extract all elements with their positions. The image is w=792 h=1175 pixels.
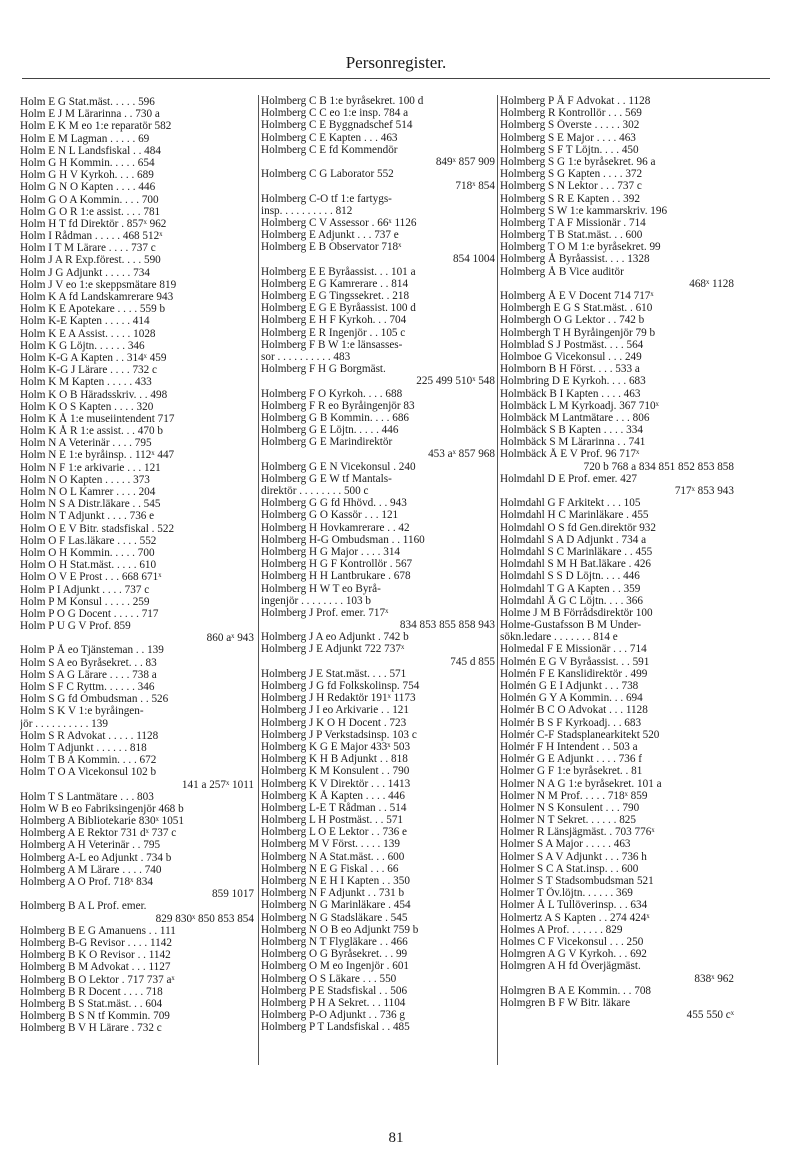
- register-entry: Holmberg B V H Lärare . 732 c: [20, 1022, 162, 1035]
- register-entry: Holmer S A V Adjunkt . . . 736 h: [500, 850, 647, 863]
- register-entry: Holmberg H-G Ombudsman . . 1160: [261, 533, 425, 546]
- register-entry: Holmdahl H C Marinläkare . 455: [500, 509, 649, 522]
- register-entry: Holmbring D E Kyrkoh. . . . 683: [500, 375, 646, 388]
- register-entry: Holmdahl S M H Bat.läkare . 426: [500, 558, 652, 571]
- register-entry: Holmberg S F T Löjtn. . . . 450: [500, 143, 639, 156]
- register-entry: Holmberg H H Lantbrukare . 678: [261, 570, 411, 583]
- register-entry: Holmberg N F Adjunkt . . 731 b: [261, 887, 405, 900]
- register-entry: Holm K A fd Landskamrerare 943: [20, 291, 174, 303]
- register-entry: Holmberg S G Kapten . . . . 372: [500, 168, 643, 181]
- register-entry: Holmdahl S S D Löjtn. . . . 446: [500, 570, 640, 583]
- register-entry: Holmdahl O S fd Gen.direktör 932: [500, 521, 656, 534]
- register-entry: Holmbäck L M Kyrkoadj. 367 710ˣ: [500, 399, 659, 412]
- register-entry: Holmberg A-L eo Adjunkt . 734 b: [20, 851, 172, 864]
- register-entry: Holm N E 1:e byråinsp. . 112ˣ 447: [20, 449, 175, 462]
- register-entry: Holmberg F O Kyrkoh. . . . 688: [261, 387, 403, 400]
- register-entry: Holm N T Adjunkt . . . . 736 e: [20, 510, 155, 523]
- register-entry: Holmberg T B Stat.mäst. . . 600: [500, 229, 643, 242]
- register-entry: Holmberg M V Först. . . . . 139: [261, 838, 400, 851]
- register-entry: Holm P M Konsul . . . . . 259: [20, 595, 150, 608]
- register-entry: Holm E M Lagman . . . . . 69: [20, 132, 150, 145]
- register-entry: Holm G H V Kyrkoh. . . . 689: [20, 169, 154, 182]
- register-entry: Holm G O A Kommin. . . . 700: [20, 193, 159, 206]
- register-entry: Holmberg N G Stadsläkare . 545: [261, 911, 408, 924]
- register-entry: Holmér B S F Kyrkoadj. . . 683: [500, 716, 642, 729]
- register-entry: Holm N A Veterinär . . . . 795: [20, 437, 152, 450]
- register-entry: Holmertz A S Kapten . . 274 424ˣ: [500, 911, 650, 924]
- register-entry: Holm N S A Distr.läkare . . 545: [20, 498, 161, 511]
- register-entry: Holmdahl S C Marinläkare . . 455: [500, 545, 653, 558]
- register-entry: Holm O H Kommin. . . . . 700: [20, 546, 155, 559]
- register-entry: Holmedal F E Missionär . . . 714: [500, 643, 647, 656]
- register-entry: Holmberg Å E V Docent 714 717ˣ: [500, 290, 654, 302]
- register-entry: Holmberg G B Kommin. . . . 686: [261, 411, 410, 424]
- register-entry: Holm K O S Kapten . . . . 320: [20, 400, 154, 413]
- register-entry: Holmberg S W 1:e kammarskriv. 196: [500, 204, 668, 217]
- register-entry: Holmberg H Hovkamrerare . . 42: [261, 521, 410, 534]
- register-entry: Holmdahl Å G C Löjtn. . . . 366: [500, 594, 643, 607]
- register-entry: Holmberg L-E T Rådman . . 514: [261, 801, 407, 814]
- register-entry: Holmberg P Å F Advokat . . 1128: [500, 95, 651, 107]
- register-entry: Holmberg T A F Missionär . 714: [500, 216, 646, 229]
- register-entry: Holm K Å R 1:e assist. . . 470 b: [20, 425, 163, 438]
- register-entry: Holmberg L H Postmäst. . . 571: [261, 814, 404, 827]
- register-entry: Holmberg O M eo Ingenjör . 601: [261, 960, 410, 973]
- header-rule: [22, 78, 770, 79]
- register-entry: 838ˣ 962: [694, 972, 734, 985]
- register-entry: Holm K Å 1:e museiintendent 717: [20, 412, 175, 425]
- register-entry: sökn.ledare . . . . . . . 814 e: [500, 631, 618, 644]
- register-entry: Holmberg P T Landsfiskal . . 485: [261, 1021, 410, 1034]
- register-entry: Holmén G Y A Kommin. . . 694: [500, 692, 643, 705]
- register-entry: Holmer S T Stadsombudsman 521: [500, 875, 654, 887]
- register-entry: Holmgren B A E Kommin. . . 708: [500, 984, 652, 997]
- register-entry: Holmberg B R Docent . . . . 718: [20, 985, 163, 998]
- register-entry: Holmberg J H Redaktör 191ˣ 1173: [261, 692, 416, 705]
- register-entry: Holmberg N O B eo Adjunkt 759 b: [261, 923, 419, 936]
- register-entry: Holmer N M Prof. . . . . 718ˣ 859: [500, 789, 648, 802]
- register-entry: Holm O H Stat.mäst. . . . . 610: [20, 559, 157, 572]
- register-entry: Holmberg F H G Borgmäst.: [261, 363, 386, 376]
- register-entry: Holmgren B F W Bitr. läkare: [500, 996, 631, 1009]
- register-entry: Holm E G Stat.mäst. . . . . 596: [20, 96, 155, 108]
- register-entry: Holmbergh O G Lektor . . 742 b: [500, 314, 645, 327]
- register-entry: Holme J M B Förrådsdirektör 100: [500, 606, 653, 619]
- register-entry: Holmberg N G Marinläkare . 454: [261, 899, 411, 912]
- register-entry: jör . . . . . . . . . . 139: [20, 717, 108, 730]
- register-entry: Holm W B eo Fabriksingenjör 468 b: [20, 802, 184, 815]
- register-entry: Holmdahl D E Prof. emer. 427: [500, 472, 638, 485]
- register-entry: Holm G O R 1:e assist. . . . 781: [20, 205, 161, 218]
- register-entry: Holmberg K H B Adjunkt . . 818: [261, 753, 408, 766]
- register-entry: 141 a 257ˣ 1011: [181, 778, 254, 791]
- register-entry: Holmberg N E G Fiskal . . . 66: [261, 862, 399, 875]
- register-entry: 717ˣ 853 943: [674, 485, 734, 497]
- register-entry: Holm S A eo Byråsekret. . . 83: [20, 656, 157, 669]
- register-entry: Holmes C F Vicekonsul . . . 250: [500, 935, 644, 948]
- register-entry: Holm E J M Lärarinna . . 730 a: [20, 108, 160, 121]
- register-entry: Holmberg S R E Kapten . . 392: [500, 192, 640, 205]
- register-entry: Holm P I Adjunkt . . . . 737 c: [20, 583, 150, 596]
- register-entry: Holmberg G E N Vicekonsul . 240: [261, 460, 416, 473]
- register-entry: Holmberg C G Laborator 552: [261, 168, 394, 181]
- register-entry: Holmboe G Vicekonsul . . . 249: [500, 350, 642, 363]
- register-entry: Holm S A G Lärare . . . . 738 a: [20, 668, 157, 681]
- register-entry: Holmén F E Kanslidirektör . 499: [500, 667, 648, 680]
- register-entry: Holmberg A O Prof. 718ˣ 834: [20, 876, 153, 888]
- register-entry: Holmberg G O Kassör . . . 121: [261, 509, 399, 522]
- register-entry: Holmberg A E Rektor 731 dˣ 737 c: [20, 827, 177, 840]
- register-entry: Holmbergh E G S Stat.mäst. . 610: [500, 302, 653, 315]
- register-entry: Holmér F H Intendent . . 503 a: [500, 740, 638, 753]
- register-entry: Holmberg N E H I Kapten . . 350: [261, 875, 410, 887]
- register-entry: Holmberg H G F Kontrollör . 567: [261, 558, 413, 571]
- register-entry: Holm G H Kommin. . . . . 654: [20, 156, 155, 169]
- register-entry: Holm N O L Kamrer . . . . 204: [20, 486, 156, 498]
- register-entry: Holme-Gustafsson B M Under-: [500, 619, 642, 632]
- register-entry: Holm N O Kapten . . . . . 373: [20, 473, 150, 486]
- register-entry: Holmborn B H Först. . . . 533 a: [500, 363, 640, 376]
- register-entry: Holmberg G E Marindirektör: [261, 436, 393, 449]
- register-entry: Holmberg N A Stat.mäst. . . 600: [261, 850, 405, 863]
- register-entry: Holmer Å L Tullöverinsp. . . 634: [500, 899, 648, 912]
- register-entry: Holm J G Adjunkt . . . . . 734: [20, 266, 150, 279]
- register-entry: Holmberg Å Byråassist. . . . 1328: [500, 253, 650, 266]
- register-entry: Holmberg K G E Major 433ˣ 503: [261, 740, 411, 753]
- register-entry: Holmer R Länsjägmäst. . 703 776ˣ: [500, 826, 655, 839]
- register-entry: Holmberg B A L Prof. emer.: [20, 900, 147, 913]
- register-entry: Holmbäck B I Kapten . . . . 463: [500, 387, 641, 400]
- register-entry: Holmberg B O Lektor . 717 737 aˣ: [20, 973, 175, 986]
- register-entry: 860 aˣ 943: [206, 632, 254, 645]
- register-entry: Holmberg C C eo 1:e insp. 784 a: [261, 107, 409, 120]
- register-entry: Holmberg B K O Revisor . . 1142: [20, 949, 171, 962]
- register-entry: Holm J A R Exp.förest. . . . 590: [20, 254, 161, 267]
- register-entry: Holmberg A M Lärare . . . . 740: [20, 863, 162, 876]
- register-entry: Holm O V E Prost . . . 668 671ˣ: [20, 571, 162, 584]
- register-column-2: [258, 95, 501, 1065]
- register-entry: Holmberg L O E Lektor . . 736 e: [261, 826, 408, 839]
- register-entry: 849ˣ 857 909: [435, 155, 495, 168]
- register-entry: Holmberg S E Major . . . . 463: [500, 131, 636, 144]
- register-entry: Holmberg J E Adjunkt 722 737ˣ: [261, 643, 405, 656]
- register-entry: Holmberg J K O H Docent . 723: [261, 716, 407, 729]
- register-entry: direktör . . . . . . . . 500 c: [261, 485, 369, 497]
- register-column-1: [20, 96, 260, 1034]
- register-entry: Holm G N O Kapten . . . . 446: [20, 181, 156, 194]
- register-entry: Holm K E A Assist. . . . . 1028: [20, 327, 156, 340]
- register-entry: Holmblad S J Postmäst. . . . 564: [500, 338, 644, 351]
- register-entry: ingenjör . . . . . . . . 103 b: [261, 594, 372, 607]
- register-entry: Holmdahl S A D Adjunkt . 734 a: [500, 533, 647, 546]
- register-entry: Holmberg B S N tf Kommin. 709: [20, 1010, 170, 1023]
- register-entry: Holm I T M Lärare . . . . 737 c: [20, 242, 156, 255]
- register-entry: Holmberg B E G Amanuens . . 111: [20, 924, 176, 937]
- register-entry: 468ˣ 1128: [689, 277, 734, 290]
- register-entry: Holmberg E R Ingenjör . . 105 c: [261, 326, 406, 339]
- register-entry: Holmes A Prof. . . . . . . 829: [500, 923, 623, 936]
- register-entry: Holm S R Advokat . . . . . 1128: [20, 729, 159, 742]
- register-entry: Holm K M Kapten . . . . . 433: [20, 376, 152, 389]
- register-entry: Holm T B A Kommin. . . . 672: [20, 754, 157, 767]
- register-entry: Holmberg E H F Kyrkoh. . . 704: [261, 314, 407, 327]
- register-entry: Holmbäck M Lantmätare . . . 806: [500, 411, 650, 424]
- register-entry: 453 aˣ 857 968: [428, 448, 495, 461]
- register-entry: Holmberg B-G Revisor . . . . 1142: [20, 936, 172, 949]
- register-entry: Holm T Adjunkt . . . . . . 818: [20, 741, 147, 754]
- register-entry: Holmberg O S Läkare . . . 550: [261, 972, 397, 985]
- register-entry: Holm N F 1:e arkivarie . . . 121: [20, 461, 161, 474]
- register-entry: Holmberg H W T eo Byrå-: [261, 582, 381, 595]
- register-entry: Holmberg K V Direktör . . . 1413: [261, 777, 411, 790]
- register-entry: 854 1004: [453, 253, 495, 266]
- register-entry: Holmér G E Adjunkt . . . . 736 f: [500, 753, 643, 766]
- register-entry: Holmer S A Major . . . . . 463: [500, 838, 631, 851]
- register-entry: 225 499 510ˣ 548: [416, 375, 495, 388]
- register-entry: Holmbäck S B Kapten . . . . 334: [500, 424, 643, 437]
- register-entry: Holmberg O G Byråsekret. . . 99: [261, 948, 408, 961]
- register-entry: Holm K-E Kapten . . . . . 414: [20, 315, 150, 328]
- register-entry: Holmdahl G F Arkitekt . . . 105: [500, 497, 641, 510]
- register-entry: sor . . . . . . . . . . 483: [261, 350, 351, 363]
- register-entry: Holmberg G E Löjtn. . . . . 446: [261, 424, 399, 437]
- register-entry: Holmberg J P Verkstadsinsp. 103 c: [261, 728, 417, 741]
- register-entry: Holmberg P H A Sekret. . . 1104: [261, 996, 406, 1009]
- register-entry: Holmberg F R eo Byråingenjör 83: [261, 399, 415, 412]
- register-entry: Holmberg P E Stadsfiskal . . 506: [261, 984, 408, 997]
- register-entry: Holm O F Las.läkare . . . . 552: [20, 534, 157, 547]
- register-entry: Holmgren A H fd Överjägmäst.: [500, 960, 641, 973]
- register-entry: Holmgren A G V Kyrkoh. . . 692: [500, 948, 647, 961]
- register-entry: Holm S K V 1:e byråingen-: [20, 705, 144, 718]
- register-entry: Holmberg P-O Adjunkt . . 736 g: [261, 1009, 405, 1022]
- register-entry: Holmberg C B 1:e byråsekret. 100 d: [261, 95, 424, 107]
- register-entry: Holmbäck Å E V Prof. 96 717ˣ: [500, 448, 640, 461]
- register-entry: Holm P Å eo Tjänsteman . . 139: [20, 644, 164, 657]
- register-entry: Holm H T fd Direktör . 857ˣ 962: [20, 217, 167, 230]
- register-entry: Holmberg F B W 1:e länsasses-: [261, 338, 403, 351]
- register-entry: Holm K-G J Lärare . . . . 732 c: [20, 364, 158, 377]
- register-entry: Holmberg E G E Byråassist. 100 d: [261, 302, 416, 315]
- register-entry: Holm K G Löjtn. . . . . . 346: [20, 339, 145, 352]
- register-entry: Holmberg B S Stat.mäst. . . 604: [20, 997, 163, 1010]
- register-entry: Holmberg J I eo Arkivarie . . 121: [261, 704, 409, 717]
- register-entry: Holmberg C E Byggnadschef 514: [261, 119, 413, 132]
- register-entry: Holmér C-F Stadsplanearkitekt 520: [500, 728, 660, 741]
- register-entry: Holm K O B Häradsskriv. . . 498: [20, 388, 168, 401]
- register-entry: Holmdahl T G A Kapten . . 359: [500, 582, 641, 595]
- register-entry: 745 d 855: [450, 655, 495, 668]
- register-entry: Holmbäck S M Lärarinna . . 741: [500, 436, 646, 449]
- register-entry: Holm E N L Landsfiskal . . 484: [20, 144, 161, 157]
- register-entry: Holmén E G V Byråassist. . . 591: [500, 655, 650, 668]
- register-entry: Holmberg T O M 1:e byråsekret. 99: [500, 241, 661, 254]
- register-entry: Holmberg S Överste . . . . . 302: [500, 119, 640, 132]
- register-entry: Holmberg A H Veterinär . . 795: [20, 839, 161, 852]
- register-entry: Holmbergh T H Byråingenjör 79 b: [500, 326, 656, 339]
- register-entry: 720 b 768 a 834 851 852 853 858: [583, 460, 734, 473]
- register-entry: Holmberg Å B Vice auditör: [500, 265, 624, 278]
- register-entry: Holmberg E E Byråassist. . . 101 a: [261, 265, 416, 278]
- register-entry: Holmer S C A Stat.insp. . . 600: [500, 862, 639, 875]
- register-entry: Holmberg E G Tingssekret. . 218: [261, 290, 410, 302]
- register-entry: Holm T O A Vicekonsul 102 b: [20, 766, 157, 779]
- register-entry: Holm J V eo 1:e skeppsmätare 819: [20, 278, 177, 291]
- register-entry: 859 1017: [212, 888, 254, 901]
- register-entry: Holmer N T Sekret. . . . . . 825: [500, 814, 636, 827]
- register-entry: Holmer T Öv.löjtn. . . . . . 369: [500, 887, 633, 900]
- register-entry: Holmberg S G 1:e byråsekret. 96 a: [500, 155, 656, 168]
- register-entry: Holmberg C E Kapten . . . 463: [261, 131, 398, 144]
- register-entry: insp. . . . . . . . . . 812: [261, 204, 353, 217]
- register-entry: Holmberg K M Konsulent . . 790: [261, 765, 410, 778]
- register-entry: Holmberg J G fd Folkskolinsp. 754: [261, 680, 420, 692]
- register-entry: Holmberg C V Assessor . 66ˣ 1126: [261, 216, 417, 229]
- register-entry: Holm K E Apotekare . . . . 559 b: [20, 303, 166, 316]
- register-entry: Holmberg S N Lektor . . . 737 c: [500, 180, 642, 193]
- register-entry: Holmberg J E Stat.mäst. . . . 571: [261, 667, 407, 680]
- page-number: 81: [388, 1130, 404, 1146]
- register-entry: Holmberg J A eo Adjunkt . 742 b: [261, 631, 409, 644]
- register-entry: Holmberg H G Major . . . . 314: [261, 545, 401, 558]
- register-entry: Holmberg E B Observator 718ˣ: [261, 241, 402, 254]
- register-entry: Holmberg C E fd Kommendör: [261, 143, 398, 156]
- register-entry: Holm S F C Ryttm. . . . . . 346: [20, 681, 155, 693]
- register-entry: Holmberg K Å Kapten . . . . 446: [261, 789, 405, 802]
- register-entry: Holmén G E I Adjunkt . . . 738: [500, 680, 639, 692]
- register-entry: Holmer N S Konsulent . . . 790: [500, 801, 640, 814]
- register-entry: Holmberg C-O tf 1:e fartygs-: [261, 192, 392, 205]
- register-entry: Holmberg G E W tf Mantals-: [261, 472, 392, 485]
- register-entry: Holmberg E Adjunkt . . . 737 e: [261, 229, 399, 242]
- register-entry: Holmér B C O Advokat . . . 1128: [500, 704, 648, 717]
- register-column-3: [497, 95, 740, 1065]
- register-entry: Holm K-G A Kapten . . 314ˣ 459: [20, 351, 167, 364]
- page-title: Personregister.: [345, 53, 447, 72]
- register-entry: Holmer N A G 1:e byråsekret. 101 a: [500, 777, 662, 790]
- register-entry: Holmberg N T Flygläkare . . 466: [261, 935, 408, 948]
- register-entry: Holm I Rådman . . . . . 468 512ˣ: [20, 230, 163, 243]
- register-entry: 718ˣ 854: [455, 180, 495, 193]
- register-entry: Holm P O G Docent . . . . . 717: [20, 607, 159, 620]
- register-entry: Holm T S Lantmätare . . . 803: [20, 790, 154, 803]
- register-entry: Holm S G fd Ombudsman . . 526: [20, 693, 169, 706]
- register-entry: Holmberg G G fd Hhövd. . . 943: [261, 497, 407, 510]
- register-entry: Holmberg J Prof. emer. 717ˣ: [261, 606, 389, 619]
- register-entry: 829 830ˣ 850 853 854: [155, 912, 254, 925]
- register-entry: 834 853 855 858 943: [399, 619, 495, 632]
- register-entry: Holmer G F 1:e byråsekret. . 81: [500, 765, 643, 778]
- register-entry: Holm O E V Bitr. stadsfiskal . 522: [20, 522, 175, 535]
- register-entry: Holmberg A Bibliotekarie 830ˣ 1051: [20, 815, 184, 828]
- register-entry: 455 550 cˣ: [686, 1009, 734, 1022]
- register-entry: Holmberg R Kontrollör . . . 569: [500, 107, 642, 120]
- register-entry: Holmberg B M Advokat . . . 1127: [20, 961, 171, 974]
- register-entry: Holmberg E G Kamrerare . . 814: [261, 277, 409, 290]
- register-entry: Holm P U G V Prof. 859: [20, 620, 131, 633]
- register-entry: Holm E K M eo 1:e reparatör 582: [20, 120, 172, 133]
